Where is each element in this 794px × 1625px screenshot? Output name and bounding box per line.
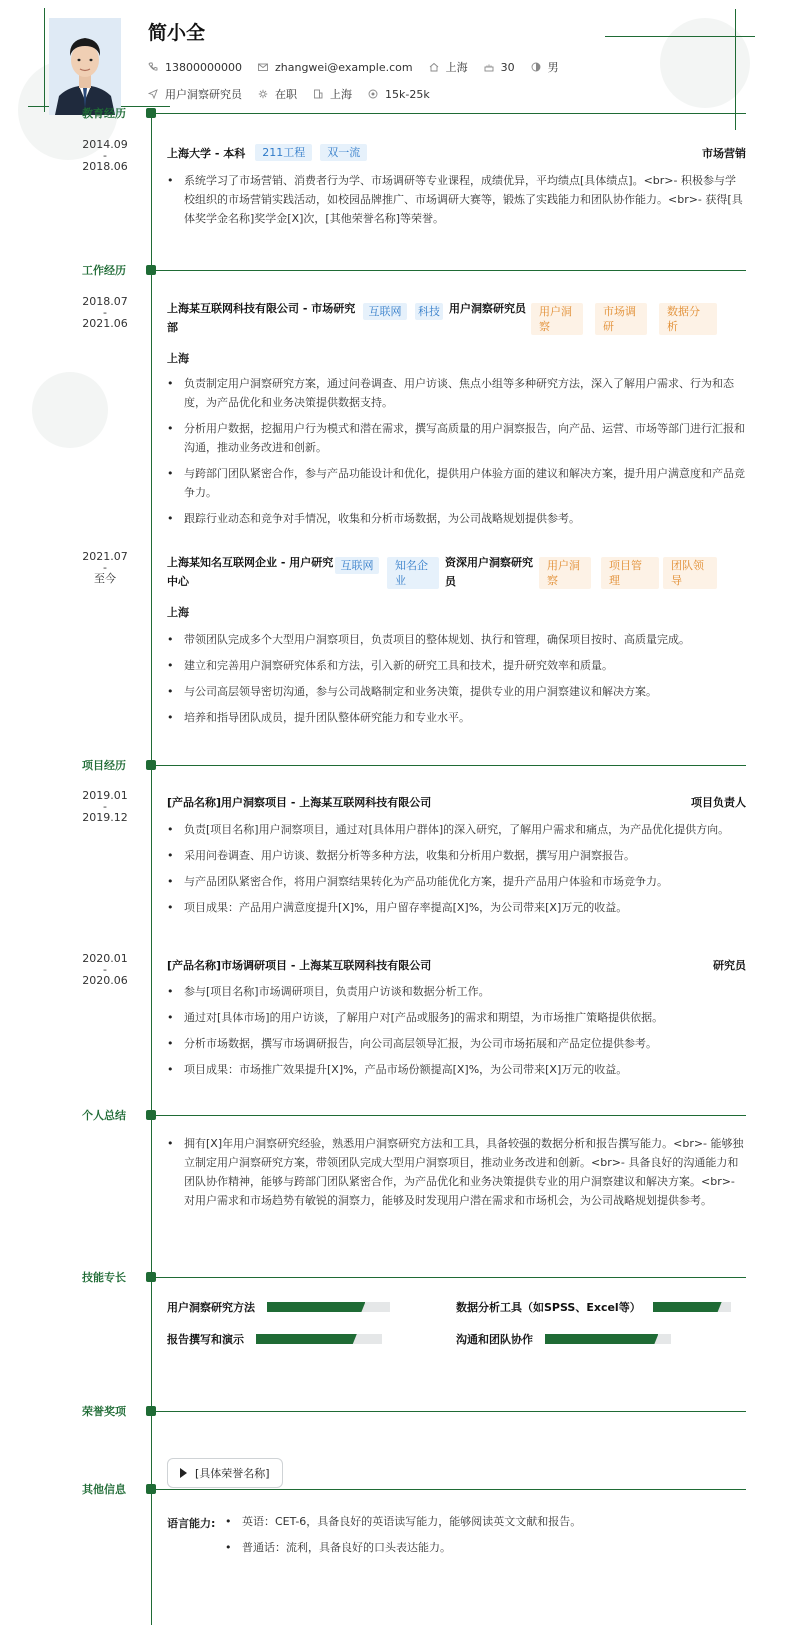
skill-tag: 项目管理 (601, 557, 659, 589)
work-duties (167, 630, 746, 734)
phone-item (148, 61, 242, 74)
skill-level-bar (653, 1302, 731, 1312)
section-honors (0, 1403, 794, 1417)
candidate-name: 简小全 (148, 22, 206, 44)
section-title: 技能专长 (82, 1271, 126, 1284)
project-role: 研究员 (713, 959, 746, 972)
date-dash: - (103, 561, 107, 574)
date-dash: - (103, 800, 107, 813)
date-end: 2018.06 (82, 160, 128, 173)
age-text: 30 (500, 60, 515, 74)
work-duties (167, 374, 746, 535)
list-item: • 普通话：流利，具备良好的口头表达能力。 (225, 1538, 745, 1557)
section-marker (146, 1110, 156, 1120)
section-divider (156, 1411, 746, 1412)
work-header (167, 553, 746, 591)
salary-text: 15k-25k (385, 87, 430, 101)
position-title: 用户洞察研究员 (449, 302, 526, 315)
skill-level-fill (653, 1302, 722, 1312)
section-marker (146, 265, 156, 275)
school-tag: 双一流 (320, 144, 367, 161)
skill-name: 报告撰写和演示 (167, 1333, 244, 1346)
company-name: 上海某互联网科技有限公司 - 市场研究部 (167, 302, 356, 334)
section-work (0, 262, 794, 276)
section-divider (156, 765, 746, 766)
target-city-text: 上海 (330, 88, 352, 101)
section-marker (146, 760, 156, 770)
date-end: 至今 (94, 572, 116, 585)
list-item: • 负责[项目名称]用户洞察项目，通过对[具体用户群体]的深入研究，了解用户需求和痛点，为产品优化提供方向。 (167, 820, 746, 839)
mail-icon (258, 62, 268, 72)
project-role: 项目负责人 (691, 796, 746, 809)
company-name: 上海某知名互联网企业 - 用户研究中心 (167, 556, 334, 588)
cake-icon (484, 62, 494, 72)
date-end: 2020.06 (82, 974, 128, 987)
project-details (167, 982, 746, 1086)
decor-circle (660, 18, 750, 108)
salary-item (368, 88, 430, 101)
skill-level-bar (267, 1302, 390, 1312)
caret-right-icon (180, 1468, 187, 1478)
building-icon (313, 89, 323, 99)
project-title: [产品名称]用户洞察项目 - 上海某互联网科技有限公司 (167, 796, 432, 809)
section-divider (156, 270, 746, 271)
gender-text: 男 (547, 61, 559, 74)
job-target-text: 用户洞察研究员 (165, 88, 242, 101)
project-title: [产品名称]市场调研项目 - 上海某互联网科技有限公司 (167, 959, 432, 972)
skill-level-fill (256, 1334, 357, 1344)
date-start: 2014.09 (82, 138, 128, 151)
list-item: • 项目成果：产品用户满意度提升[X]%，用户留存率提高[X]%，为公司带来[X]万元的收益。 (167, 898, 746, 917)
section-title: 工作经历 (82, 264, 126, 277)
skill-level-bar (256, 1334, 382, 1344)
list-item: • 通过对[具体市场]的用户访谈，了解用户对[产品或服务]的需求和期望，为市场推广策略提供依据。 (167, 1008, 746, 1027)
work-location: 上海 (167, 352, 189, 365)
section-divider (156, 1277, 746, 1278)
section-title: 个人总结 (82, 1109, 126, 1122)
education-details (167, 171, 746, 235)
school-tag: 211工程 (255, 144, 312, 161)
section-projects (0, 757, 794, 771)
language-label: 语言能力: (167, 1517, 216, 1530)
skill-name: 用户洞察研究方法 (167, 1301, 255, 1314)
date-start: 2018.07 (82, 295, 128, 308)
education-major: 市场营销 (702, 147, 746, 160)
job-intent-row (148, 86, 446, 102)
list-item: • 采用问卷调查、用户访谈、数据分析等多种方法，收集和分析用户数据，撰写用户洞察报告。 (167, 846, 746, 865)
work-dates (75, 551, 135, 585)
date-dash: - (103, 306, 107, 319)
list-item: • 系统学习了市场营销、消费者行为学、市场调研等专业课程，成绩优异，平均绩点[具体绩点]。<br>- 积极参与学校组织的市场营销实践活动，如校园品牌推广、市场调研大赛等，锻炼了实践能力和团队协作能力。<br>- 获得[具体奖学金名称]奖学金[X]次，[其他荣誉名称]等荣誉。 (167, 171, 746, 228)
phone-text: 13800000000 (165, 60, 242, 74)
date-dash: - (103, 963, 107, 976)
section-marker (146, 108, 156, 118)
skill-name: 沟通和团队协作 (456, 1333, 533, 1346)
date-start: 2021.07 (82, 550, 128, 563)
phone-icon (148, 62, 158, 72)
decor-line (44, 8, 45, 112)
section-title: 项目经历 (82, 759, 126, 772)
work-header (167, 299, 746, 337)
section-marker (146, 1484, 156, 1494)
project-dates (75, 790, 135, 824)
list-item: • 与跨部门团队紧密合作，参与产品功能设计和优化，提供用户体验方面的建议和解决方案，提升用户满意度和产品竞争力。 (167, 464, 746, 502)
industry-tag: 互联网 (335, 557, 379, 574)
section-divider (156, 1115, 746, 1116)
list-item: • 拥有[X]年用户洞察研究经验，熟悉用户洞察研究方法和工具，具备较强的数据分析和报告撰写能力。<br>- 能够独立制定用户洞察研究方案，带领团队完成大型用户洞察项目，推动业务改进和创新。<br>- 具备良好的沟通能力和团队协作精神，能够与跨部门团队紧密合作，为产品优化和业务决策提供专业的用户洞察建议和解决方案。<br>- 对用户需求和市场趋势有敏锐的洞察力，能够及时发现用户潜在需求和市场机会，为公司战略规划提供参考。 (167, 1134, 746, 1210)
status-text: 在职 (275, 88, 297, 101)
date-end: 2021.06 (82, 317, 128, 330)
section-divider (156, 113, 746, 114)
project-dates (75, 953, 135, 987)
skill-name: 数据分析工具（如SPSS、Excel等） (456, 1301, 641, 1314)
list-item: • 分析用户数据，挖掘用户行为模式和潜在需求，撰写高质量的用户洞察报告，向产品、运营、市场等部门进行汇报和沟通，推动业务改进和创新。 (167, 419, 746, 457)
list-item: • 培养和指导团队成员，提升团队整体研究能力和专业水平。 (167, 708, 746, 727)
industry-tag: 科技 (415, 303, 443, 320)
city-text: 上海 (445, 61, 468, 74)
timeline-line (151, 108, 152, 1625)
skill-tag: 团队领导 (663, 557, 717, 589)
work-location: 上海 (167, 606, 189, 619)
skill-tag: 数据分析 (659, 303, 717, 335)
coin-icon (368, 89, 378, 99)
city-item (429, 59, 468, 75)
language-list (225, 1512, 745, 1564)
skill-level-fill (267, 1302, 365, 1312)
age-item (484, 61, 515, 74)
list-item: • 分析市场数据，撰写市场调研报告，向公司高层领导汇报，为公司市场拓展和产品定位提供参考。 (167, 1034, 746, 1053)
list-item: • 英语：CET-6，具备良好的英语读写能力，能够阅读英文文献和报告。 (225, 1512, 745, 1531)
section-title: 荣誉奖项 (82, 1405, 126, 1418)
gear-icon (258, 89, 268, 99)
date-start: 2019.01 (82, 789, 128, 802)
status-item (258, 86, 297, 102)
list-item: • 项目成果：市场推广效果提升[X]%，产品市场份额提高[X]%，为公司带来[X]万元的收益。 (167, 1060, 746, 1079)
date-end: 2019.12 (82, 811, 128, 824)
target-city-item (313, 86, 352, 102)
work-dates (75, 296, 135, 330)
section-marker (146, 1272, 156, 1282)
gender-icon (531, 62, 541, 72)
list-item: • 带领团队完成多个大型用户洞察项目，负责项目的整体规划、执行和管理，确保项目按时、高质量完成。 (167, 630, 746, 649)
skill-tag: 市场调研 (595, 303, 647, 335)
list-item: • 负责制定用户洞察研究方案，通过问卷调查、用户访谈、焦点小组等多种研究方法，深入了解用户需求、行为和态度，为产品优化和业务决策提供数据支持。 (167, 374, 746, 412)
email-text: zhangwei@example.com (274, 60, 413, 74)
list-item: • 跟踪行业动态和竞争对手情况，收集和分析市场数据，为公司战略规划提供参考。 (167, 509, 746, 528)
section-divider (156, 1489, 746, 1490)
skill-tag: 用户洞察 (539, 557, 591, 589)
list-item: • 与公司高层领导密切沟通，参与公司战略制定和业务决策，提供专业的用户洞察建议和解决方案。 (167, 682, 746, 701)
decor-line (605, 36, 755, 37)
section-other (0, 1481, 794, 1495)
skill-level-fill (545, 1334, 658, 1344)
email-item (258, 61, 413, 74)
date-dash: - (103, 149, 107, 162)
section-education (0, 105, 794, 119)
date-start: 2020.01 (82, 952, 128, 965)
send-icon (148, 89, 158, 99)
profile-photo (49, 18, 121, 115)
school-name: 上海大学 - 本科 (167, 146, 246, 160)
contact-info-row (148, 59, 575, 75)
gender-item (531, 59, 559, 75)
decor-circle (32, 372, 108, 448)
industry-tag: 知名企业 (387, 557, 439, 589)
section-title: 其他信息 (82, 1483, 126, 1496)
section-summary (0, 1107, 794, 1121)
list-item: • 参与[项目名称]市场调研项目，负责用户访谈和数据分析工作。 (167, 982, 746, 1001)
honor-name: [具体荣誉名称] (195, 1467, 270, 1480)
home-icon (429, 62, 439, 72)
list-item: • 与产品团队紧密合作，将用户洞察结果转化为产品功能优化方案，提升产品用户体验和市场竞争力。 (167, 872, 746, 891)
section-marker (146, 1406, 156, 1416)
industry-tag: 互联网 (363, 303, 407, 320)
summary-text (167, 1134, 746, 1217)
project-details (167, 820, 746, 924)
job-target-item (148, 86, 242, 102)
education-header (167, 144, 746, 161)
section-skills (0, 1269, 794, 1283)
skill-tag: 用户洞察 (531, 303, 583, 335)
list-item: • 建立和完善用户洞察研究体系和方法，引入新的研究工具和技术，提升研究效率和质量。 (167, 656, 746, 675)
position-title: 资深用户洞察研究员 (445, 556, 533, 588)
skill-level-bar (545, 1334, 671, 1344)
section-title: 教育经历 (82, 107, 126, 120)
education-dates (75, 139, 135, 173)
